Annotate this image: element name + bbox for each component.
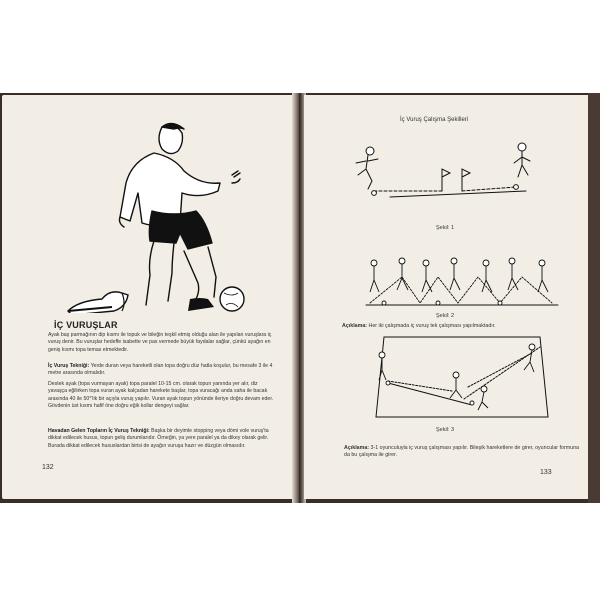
section-title: İÇ VURUŞLAR [54,320,118,330]
air-paragraph [48,428,278,450]
description-2-label: Açıklama: [344,445,370,451]
figure-1-caption: Şekil: 1 [436,225,455,231]
figure-1-drawing [350,137,550,217]
figure-3-drawing [372,333,552,421]
intro-paragraph: Ayak baş parmağının dip kısmı ile topuk ve bileğin teşkil etmiş olduğu alan ile yapılan vuruşlara iç vuruş denir. Bu vuruşlar hedeffe isabette ve pas vermede büyük faydalar sağlar, çünkü ayağın en geniş kısmı topa temas etmektedir. [48,332,272,353]
footballer-illustration [62,113,252,313]
book-spread [0,93,600,503]
figure-2-caption: Şekil: 2 [436,313,455,319]
description-2-text: 3-1 oyunculuyla iç vuruş çalışması yapılır. Bileşik hareketlere de girer, oyuncular formuna da bu çalışma ile girer. [344,445,579,459]
air-text: Başka bir deyimle stopping veya dömi vole vuruş'ta dikkat edilecek husus, topun geliş durumlarıdır. Örneğin, ya yere paralel ya da dikey olarak gelir. Burada dikkat edilecek hususlardan birisi de ayağın vuruşa hazır ve düzgün olmasıdır. [48,428,269,449]
technique-text: Yerde duran veya hareketli olan topa doğru düz hatla koşulur, bu mesafe 3 ile 4 metre arasında olmalıdır. [48,363,273,377]
air-label: Havadan Gelen Topların İç Vuruş Tekniği: [48,428,150,434]
book-edge [588,93,600,503]
right-page-title: İç Vuruş Çalışma Şekilleri [400,117,469,123]
technique-label: İç Vuruş Tekniği: [48,363,90,369]
right-page [304,95,590,499]
figure-2-drawing [362,255,562,309]
description-2 [344,445,582,459]
figure-3-caption: Şekil: 3 [436,427,455,433]
technique-paragraph [48,363,278,378]
left-page-number: 132 [42,464,54,471]
description-1-text: Her iki çalışmada iç vuruş tek çalışması yapılmaktadır. [368,323,496,329]
left-page [2,95,296,499]
description-1-label: Açıklama: [342,323,368,329]
support-paragraph: Destek ayak (topa vurmayan ayak) topa paralel 10-15 cm. olarak topun yanında yer alır, diz yavaşça eğilirken topa vuran ayak kalçadan harekete başlar, topa vuracağı anda saha ile bacak arasında 40 ile 50°'lik bir açıyla vuruş yapılır. Vuran ayak topun yönünde ileriye doğru devam eder. Gövdenin üst kısmı hafif öne doğru eğik kollar dengeyi sağlar. [48,381,274,409]
description-1 [342,323,582,330]
right-page-number: 133 [540,469,552,476]
